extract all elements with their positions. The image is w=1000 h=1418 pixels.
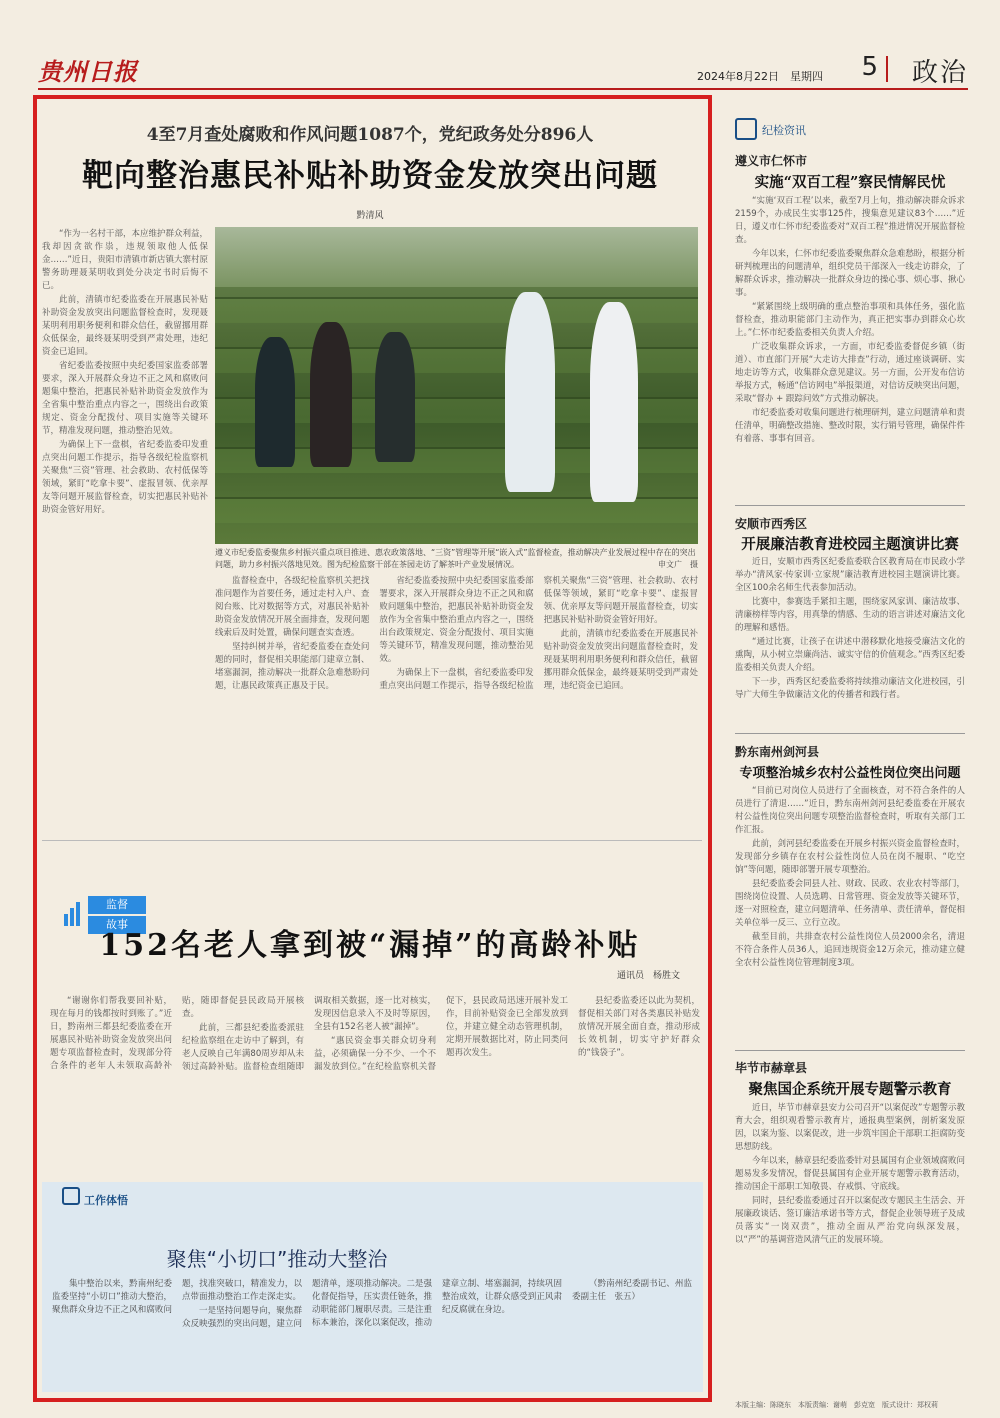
sidebar-paragraph: 下一步，西秀区纪委监委将持续推动廉洁文化进校园，引导广大师生争做廉洁文化的传播者和践行者。 [735,677,965,700]
sidebar-item-body [735,195,965,495]
photo-caption [215,547,698,571]
sidebar-paragraph: 近日，安顺市西秀区纪委监委联合区教育局在市民政小学举办“清风家·传家训·立家规”廉洁教育进校园主题演讲比赛。全区100余名师生代表参加活动。 [735,557,965,593]
sidebar-paragraph: 同时，县纪委监委通过召开以案促改专题民主生活会、开展廉政谈话、签订廉洁承诺书等方式，督促企业领导班子及成员落实“一岗双责”，推动全面从严治党向纵深发展，以“严”的基调营造风清气正的发展环境。 [735,1196,965,1245]
article1-paragraph: 省纪委监委按照中央纪委国家监委部署要求，深入开展群众身边不正之风和腐败问题集中整治，把惠民补贴补助资金发放作为全省集中整治重点内容之一，围绕出台政策规定、资金分配拨付、项目实施等关键环节，精准发现问题，推动整治见效。 [42,361,208,436]
article2-paragraph: “惠民资金事关群众切身利益，必须确保一分不少、一个不漏发放到位。”在纪检监察机关督促下，县民政局迅速开展补发工作，目前补贴资金已全部发放到位，并建立健全动态管理机制，定期开展数据比对，防止同类问题再次发生。 [314,996,568,1072]
sidebar-item-body [735,556,965,726]
sidebar-title: 聚焦国企系统开展专题警示教育 [748,1081,952,1098]
article2-paragraph: “谢谢你们帮我要回补贴，现在每月的钱都按时到账了。”近日，黔南州三都县纪委监委在开展惠民补贴补助资金发放突出问题专项监督检查时，发现部分符合条件的老年人未领取高龄补贴，随即督促县民政局开展核查。 [50,996,304,1071]
article2-paragraph: 县纪委监委还以此为契机，督促相关部门对各类惠民补贴发放情况开展全面自查，推动形成长效机制，切实守护好群众的“钱袋子”。 [578,996,700,1058]
story-tag-line2: 故事 [88,916,146,934]
issue-date: 2024年8月22日 星期四 [697,70,823,83]
article1-paragraph: 坚持纠树并举，省纪委监委在查处问题的同时，督促相关职能部门建章立制、堵塞漏洞，推动解决一批群众急难愁盼问题，让惠民政策真正惠及于民。 [215,642,370,691]
article1-kicker: 4至7月查处腐败和作风问题1087个，党纪政务处分896人 [146,125,594,145]
article1-paragraph: 此前，清镇市纪委监委在开展惠民补贴补助资金发放突出问题监督检查时，发现聂某明利用职务便利和群众信任，截留挪用群众低保金，最终聂某明受到严肃处理，违纪资金已追回。 [42,295,208,357]
sidebar-paragraph: 今年以来，仁怀市纪委监委聚焦群众急难愁盼，根据分析研判梳理出的问题清单，组织党员干部深入一线走访群众，了解群众诉求，推动解决一批群众身边的操心事、烦心事、揪心事。 [735,249,965,298]
caption-text: 遵义市纪委监委聚焦乡村振兴重点项目推进、惠农政策落地、“三资”管理等开展“嵌入式”监督检查，推动解决产业发展过程中存在的突出问题，助力乡村振兴落地见效。图为纪检监察干部在茶园走访了解茶叶产业发展情况。 [215,548,696,569]
sidebar-paragraph: “紧紧围绕上级明确的重点整治事项和具体任务，强化监督检查，推动职能部门主动作为，真正把实事办到群众心坎上。”仁怀市纪委监委相关负责人介绍。 [735,302,965,338]
article1-byline: 黔清风 [356,211,384,221]
sidebar-tag: 纪检资讯 [762,124,806,137]
page-footer: 本版主编：陈晓东 本版责编：谢萌 彭克宽 版式设计：郑权莉 [735,1401,938,1409]
sidebar-paragraph: 县纪委监委会同县人社、财政、民政、农业农村等部门，围绕岗位设置、人员选聘、日常管理、资金发放等关键环节，逐一对照检查，建立问题清单、任务清单、责任清单，督促相关单位举一反三、立行立改。 [735,879,965,928]
sidebar-paragraph: 此前，剑河县纪委监委在开展乡村振兴资金监督检查时，发现部分乡镇存在农村公益性岗位人员在岗不履职、“吃空饷”等问题，随即部署开展专项整治。 [735,839,965,875]
sidebar-paragraph: 广泛收集群众诉求，一方面，市纪委监委督促乡镇（街道）、市直部门开展“大走访大排查”行动，通过座谈调研、实地走访等方式，收集群众意见建议。另一方面，公开发布信访举报方式，畅通“信访网电”举报渠道，对信访反映突出问题，采取“督办 + 跟踪问效”方式推动解决。 [735,342,965,404]
work-insight-body [52,1278,692,1383]
sidebar-paragraph: 市纪委监委对收集问题进行梳理研判，建立问题清单和责任清单，明确整改措施、整改时限，实行销号管理，确保件件有着落、事事有回音。 [735,408,965,444]
sidebar-divider [735,1050,965,1051]
page-number: 5 [861,52,878,82]
article1-column-1 [42,228,208,828]
sidebar-paragraph: 近日，毕节市赫章县安力公司召开“以案促改”专题警示教育大会，组织观看警示教育片，通报典型案例，剖析案发原因，以案为鉴、以案促改，进一步筑牢国企干部职工拒腐防变思想防线。 [735,1103,965,1152]
work-insight-title: 聚焦“小切口”推动大整治 [166,1247,388,1271]
tea-garden-photo [215,227,698,544]
sidebar-divider [735,733,965,734]
masthead [38,50,968,90]
sidebar-region: 毕节市赫章县 [735,1061,808,1075]
sidebar-paragraph: 截至目前，共排查农村公益性岗位人员2000余名，清退不符合条件人员36人，追回违规资金12万余元，推动建立健全农村公益性岗位管理制度3项。 [735,932,965,968]
article2-headline: 152名老人拿到被“漏掉”的高龄补贴 [99,928,641,963]
work-insight-author: （黔南州纪委副书记、州监委副主任 张五） [572,1279,692,1302]
sidebar-divider [735,505,965,506]
article2-body [50,995,700,1170]
article1-column-2 [215,575,698,833]
masthead-divider [886,56,888,82]
news-icon [735,118,757,140]
pen-icon [62,1187,80,1205]
caption-credit: 申文广 摄 [658,560,698,569]
work-insight-tag: 工作体悟 [84,1194,128,1207]
article2-paragraph: 此前，三都县纪委监委派驻纪检监察组在走访中了解到，有老人反映自己年满80周岁却从未领过高龄补贴。监督检查组随即调取相关数据，逐一比对核实，发现因信息录入不及时等原因，全县有152名老人被“漏掉”。 [182,996,436,1072]
sidebar-region: 遵义市仁怀市 [735,154,808,168]
sidebar-title: 实施“双百工程”察民情解民忧 [754,174,946,191]
sidebar-title: 专项整治城乡农村公益性岗位突出问题 [739,766,961,781]
sidebar-item-body [735,785,965,1043]
work-insight-paragraph: 集中整治以来，黔南州纪委监委坚持“小切口”推动大整治，聚焦群众身边不正之风和腐败问题，找准突破口，精准发力，以点带面推动整治工作走深走实。 [52,1279,302,1315]
sidebar-region: 黔东南州剑河县 [735,745,820,759]
story-tag-line1: 监督 [88,896,146,914]
sidebar-paragraph: “目前已对岗位人员进行了全面核查，对不符合条件的人员进行了清退……”近日，黔东南州剑河县纪委监委在开展农村公益性岗位突出问题专项整治监督检查时，听取有关部门工作汇报。 [735,786,965,835]
article2-byline: 通讯员 杨胜文 [616,971,680,981]
article1-paragraph: 为确保上下一盘棋，省纪委监委印发重点突出问题工作提示，指导各级纪检监察机关聚焦“三资”管理、社会救助、农村低保等领域，紧盯“吃拿卡要”、虚报冒领、优亲厚友等问题开展监督检查，切实把惠民补贴补助资金管好用好。 [42,440,208,515]
article1-paragraph: 省纪委监委按照中央纪委国家监委部署要求，深入开展群众身边不正之风和腐败问题集中整治，把惠民补贴补助资金发放作为全省集中整治重点内容之一，围绕出台政策规定、资金分配拨付、项目实施等关键环节，精准发现问题，推动整治见效。 [379,576,534,664]
sidebar-region: 安顺市西秀区 [735,517,808,531]
article1-headline: 靶向整治惠民补贴补助资金发放突出问题 [82,158,658,194]
sidebar-paragraph: 今年以来，赫章县纪委监委针对县属国有企业领域腐败问题易发多发情况，督促县属国有企业开展专题警示教育活动，推动国企干部职工知敬畏、存戒惧、守底线。 [735,1156,965,1192]
sidebar-item-body [735,1102,965,1390]
sidebar-paragraph: “通过比赛，让孩子在讲述中潜移默化地接受廉洁文化的熏陶，从小树立崇廉尚洁、诚实守信的价值观念。”西秀区纪委监委相关负责人介绍。 [735,637,965,673]
section-title: 政治 [911,58,968,88]
article1-paragraph: 为确保上下一盘棋，省纪委监委印发重点突出问题工作提示，指导各级纪检监察机关聚焦“三资”管理、社会救助、农村低保等领域，紧盯“吃拿卡要”、虚报冒领、优亲厚友等问题开展监督检查，切实把惠民补贴补助资金管好用好。 [379,576,698,691]
article1-paragraph: 此前，清镇市纪委监委在开展惠民补贴补助资金发放突出问题监督检查时，发现聂某明利用职务便利和群众信任，截留挪用群众低保金，最终聂某明受到严肃处理，违纪资金已追回。 [543,629,698,691]
article1-paragraph: 监督检查中，各级纪检监察机关把找准问题作为首要任务，通过走村入户、查阅台账、比对数据等方式，对惠民补贴补助资金发放情况开展全面排查，发现问题线索后及时处置，确保问题查实查透。 [215,576,370,638]
paper-name: 贵州日报 [38,57,138,86]
sidebar-title: 开展廉洁教育进校园主题演讲比赛 [741,536,959,553]
sidebar-paragraph: “实施‘双百工程’以来，截至7月上旬，推动解决群众诉求2159个，办成民生实事125件，搜集意见建议83个……”近日，遵义市仁怀市纪委监委对“双百工程”推进情况开展监督检查。 [735,196,965,245]
work-insight-paragraph: 一是坚持问题导向，聚焦群众反映强烈的突出问题，建立问题清单，逐项推动解决。二是强化督促指导，压实责任链条，推动职能部门履职尽责。三是注重标本兼治，深化以案促改，推动建章立制、堵塞漏洞，持续巩固整治成效，让群众感受到正风肃纪反腐就在身边。 [182,1279,562,1329]
article1-paragraph: “作为一名村干部，本应维护群众利益，我却因贪欲作祟，违规领取他人低保金……”近日，贵阳市清镇市新店镇大寨村原警务助理聂某明收到处分决定书时后悔不已。 [42,229,208,291]
sidebar-paragraph: 比赛中，参赛选手紧扣主题，围绕家风家训、廉洁故事、清廉榜样等内容，用真挚的情感、生动的语言讲述对廉洁文化的理解和感悟。 [735,597,965,633]
section-divider [42,840,702,841]
